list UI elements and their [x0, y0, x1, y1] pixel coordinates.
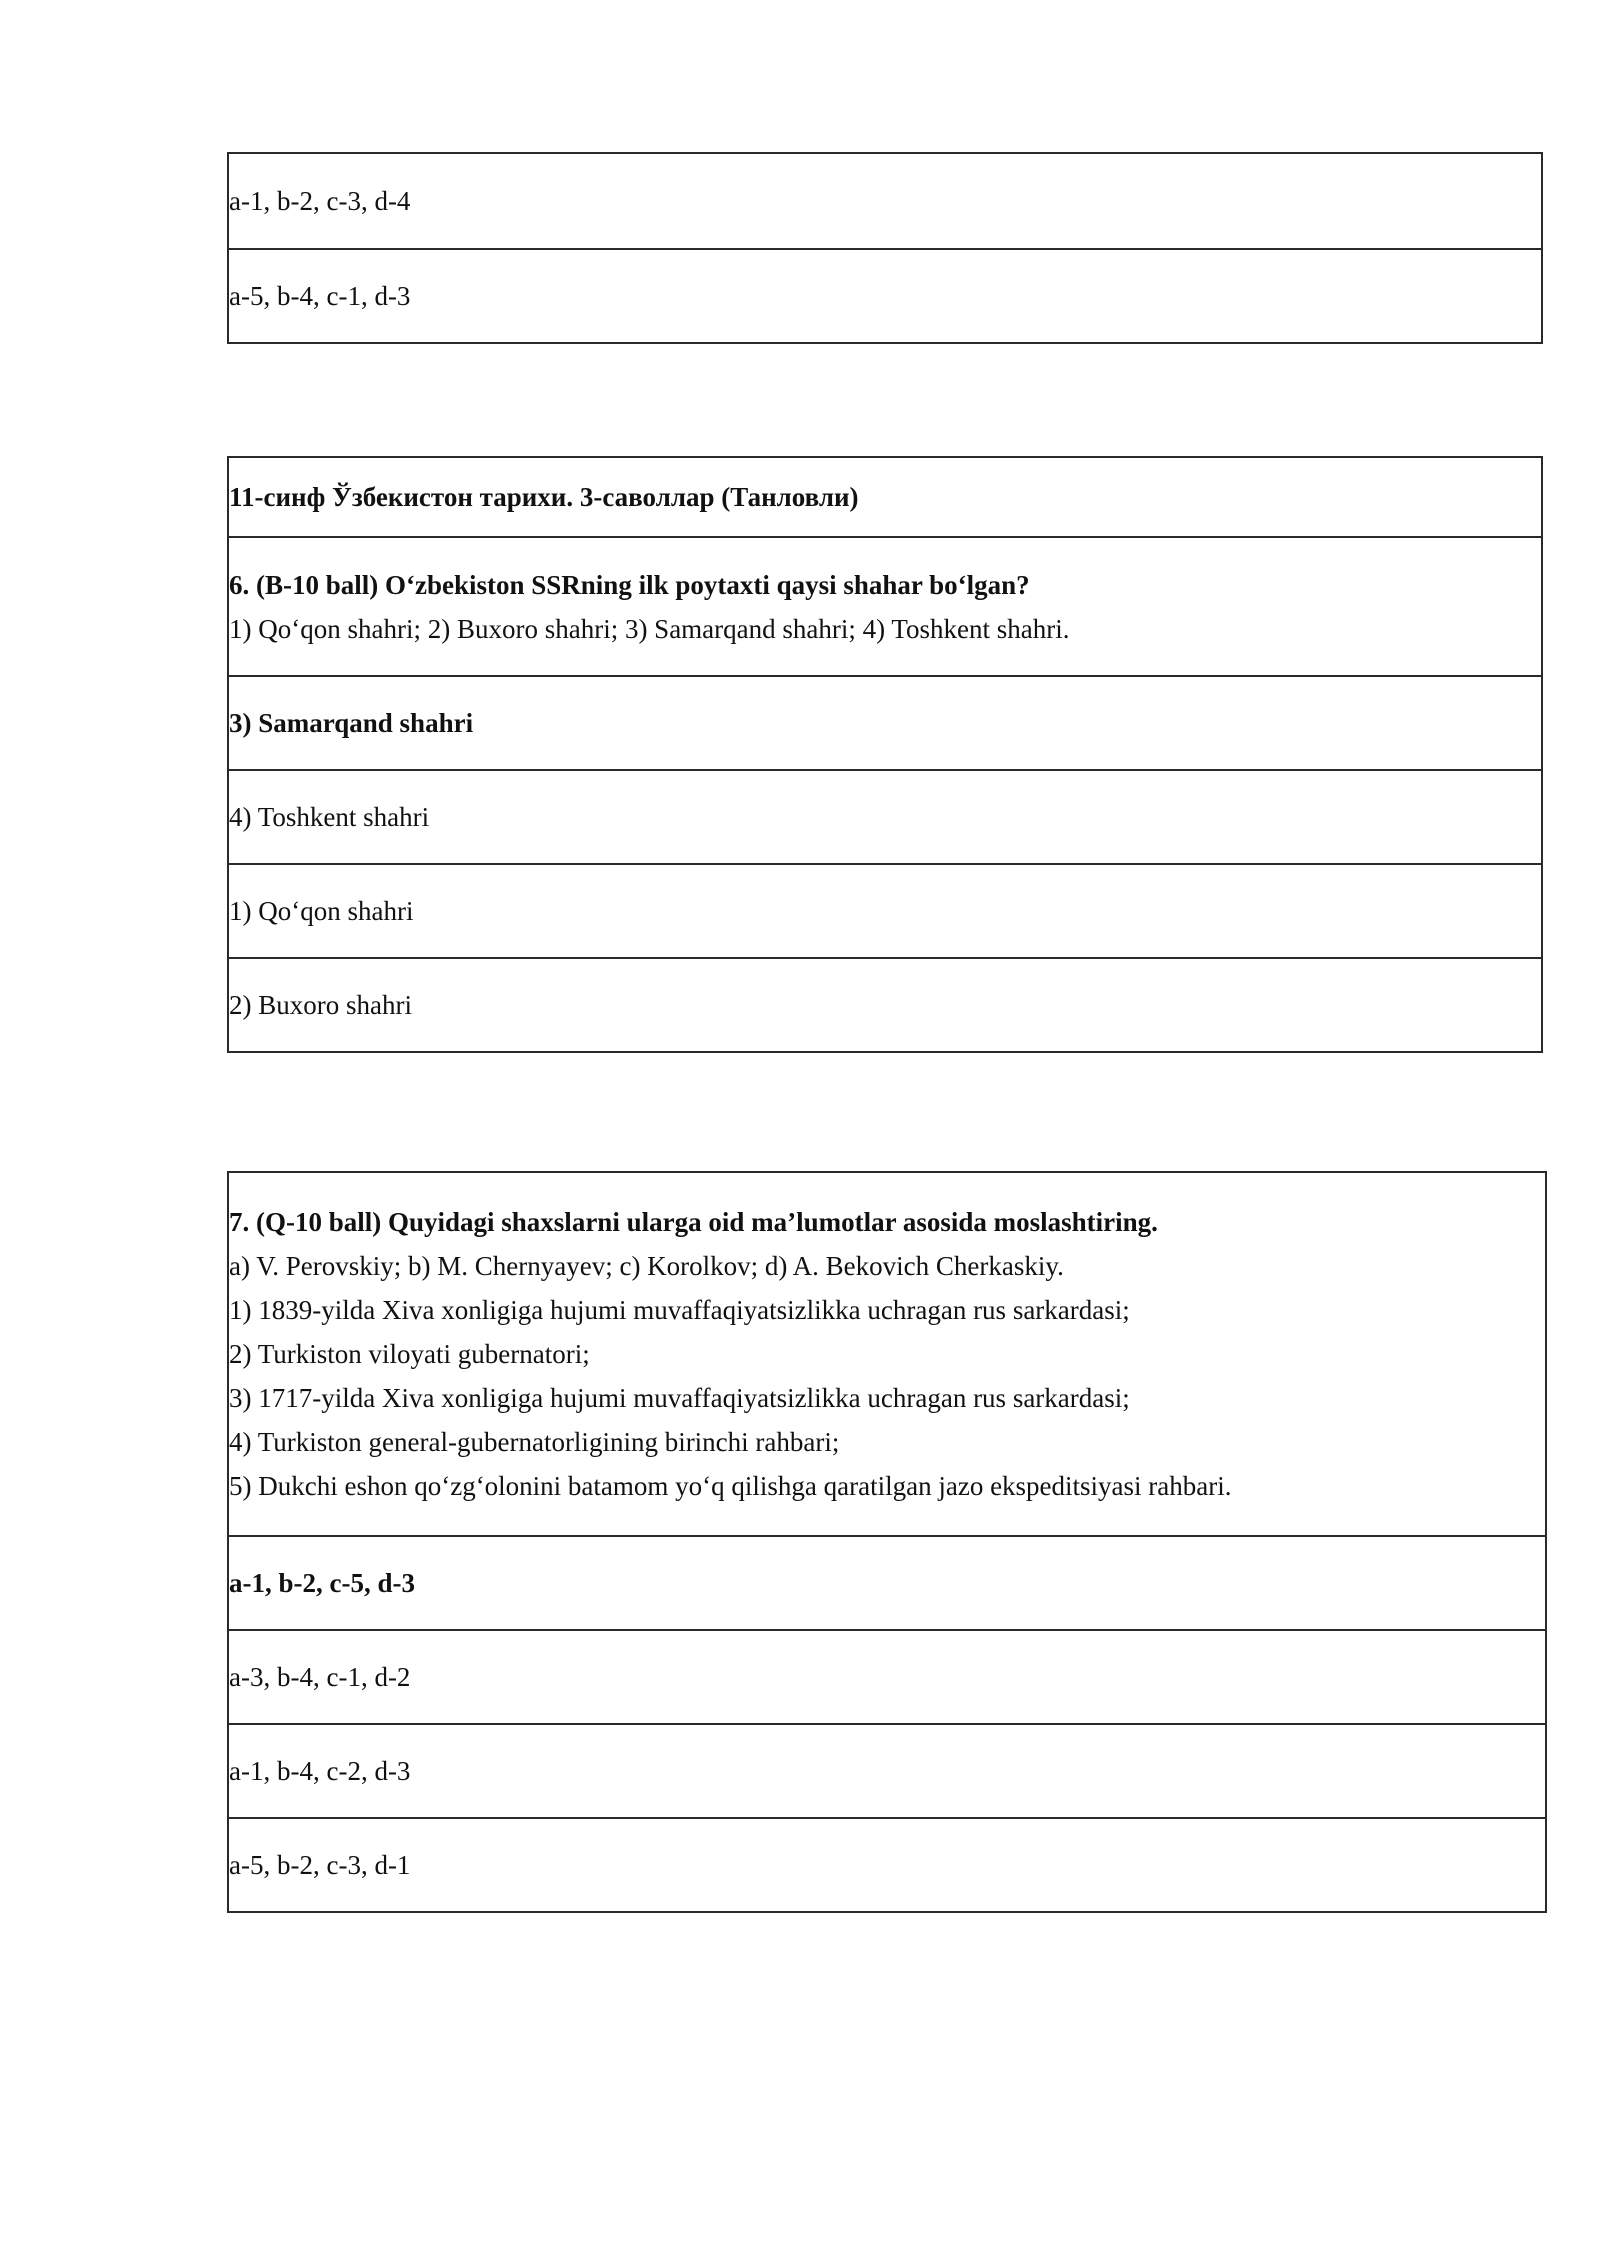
answer-option[interactable]	[229, 154, 1541, 248]
question-table-6	[227, 456, 1543, 1053]
answer-option[interactable]	[229, 248, 1541, 342]
question-line: 2) Turkiston viloyati gubernatori;	[229, 1339, 590, 1369]
answer-option-text: a-1, b-2, c-5, d-3	[229, 1568, 415, 1598]
answer-option[interactable]	[229, 957, 1541, 1051]
answer-table-previous	[227, 152, 1543, 344]
answer-option-text: 2) Buxoro shahri	[229, 990, 412, 1020]
answer-option-text: 4) Toshkent shahri	[229, 802, 430, 832]
answer-option[interactable]	[229, 1723, 1545, 1817]
question-title: 7. (Q-10 ball) Quyidagi shaxslarni ularga oid ma’lumotlar asosida moslashtiring.	[229, 1207, 1158, 1237]
answer-option[interactable]	[229, 769, 1541, 863]
question-table-7	[227, 1171, 1547, 1913]
section-header	[229, 458, 1541, 536]
answer-option[interactable]	[229, 1817, 1545, 1911]
answer-option-correct[interactable]	[229, 675, 1541, 769]
answer-option-text: a-5, b-4, c-1, d-3	[229, 281, 411, 311]
answer-option-text: a-1, b-2, c-3, d-4	[229, 186, 411, 216]
answer-option-text: 1) Qo‘qon shahri	[229, 896, 414, 926]
answer-option-text: a-3, b-4, c-1, d-2	[229, 1662, 411, 1692]
question-cell	[229, 1173, 1545, 1535]
question-line: 1) 1839-yilda Xiva xonligiga hujumi muvaffaqiyatsizlikka uchragan rus sarkardasi;	[229, 1295, 1130, 1325]
question-line: a) V. Perovskiy; b) M. Chernyayev; c) Korolkov; d) A. Bekovich Cherkaskiy.	[229, 1251, 1064, 1281]
question-cell	[229, 536, 1541, 675]
question-title: 6. (B-10 ball) O‘zbekiston SSRning ilk poytaxti qaysi shahar bo‘lgan?	[229, 569, 1030, 600]
answer-option-text: a-5, b-2, c-3, d-1	[229, 1850, 411, 1880]
answer-option-text: a-1, b-4, c-2, d-3	[229, 1756, 411, 1786]
answer-option[interactable]	[229, 1629, 1545, 1723]
question-line: 4) Turkiston general-gubernatorligining birinchi rahbari;	[229, 1427, 840, 1457]
question-line: 5) Dukchi eshon qo‘zg‘olonini batamom yo‘q qilishga qaratilgan jazo ekspeditsiyasi rahbari.	[229, 1471, 1232, 1501]
question-line: 3) 1717-yilda Xiva xonligiga hujumi muvaffaqiyatsizlikka uchragan rus sarkardasi;	[229, 1383, 1130, 1413]
answer-option-text: 3) Samarqand shahri	[229, 708, 474, 738]
answer-option-correct[interactable]	[229, 1535, 1545, 1629]
answer-option[interactable]	[229, 863, 1541, 957]
section-header-text: 11-синф Ўзбекистон тарихи. 3-саволлар (Танловли)	[229, 482, 859, 512]
question-body: 1) Qo‘qon shahri; 2) Buxoro shahri; 3) Samarqand shahri; 4) Toshkent shahri.	[229, 613, 1070, 644]
